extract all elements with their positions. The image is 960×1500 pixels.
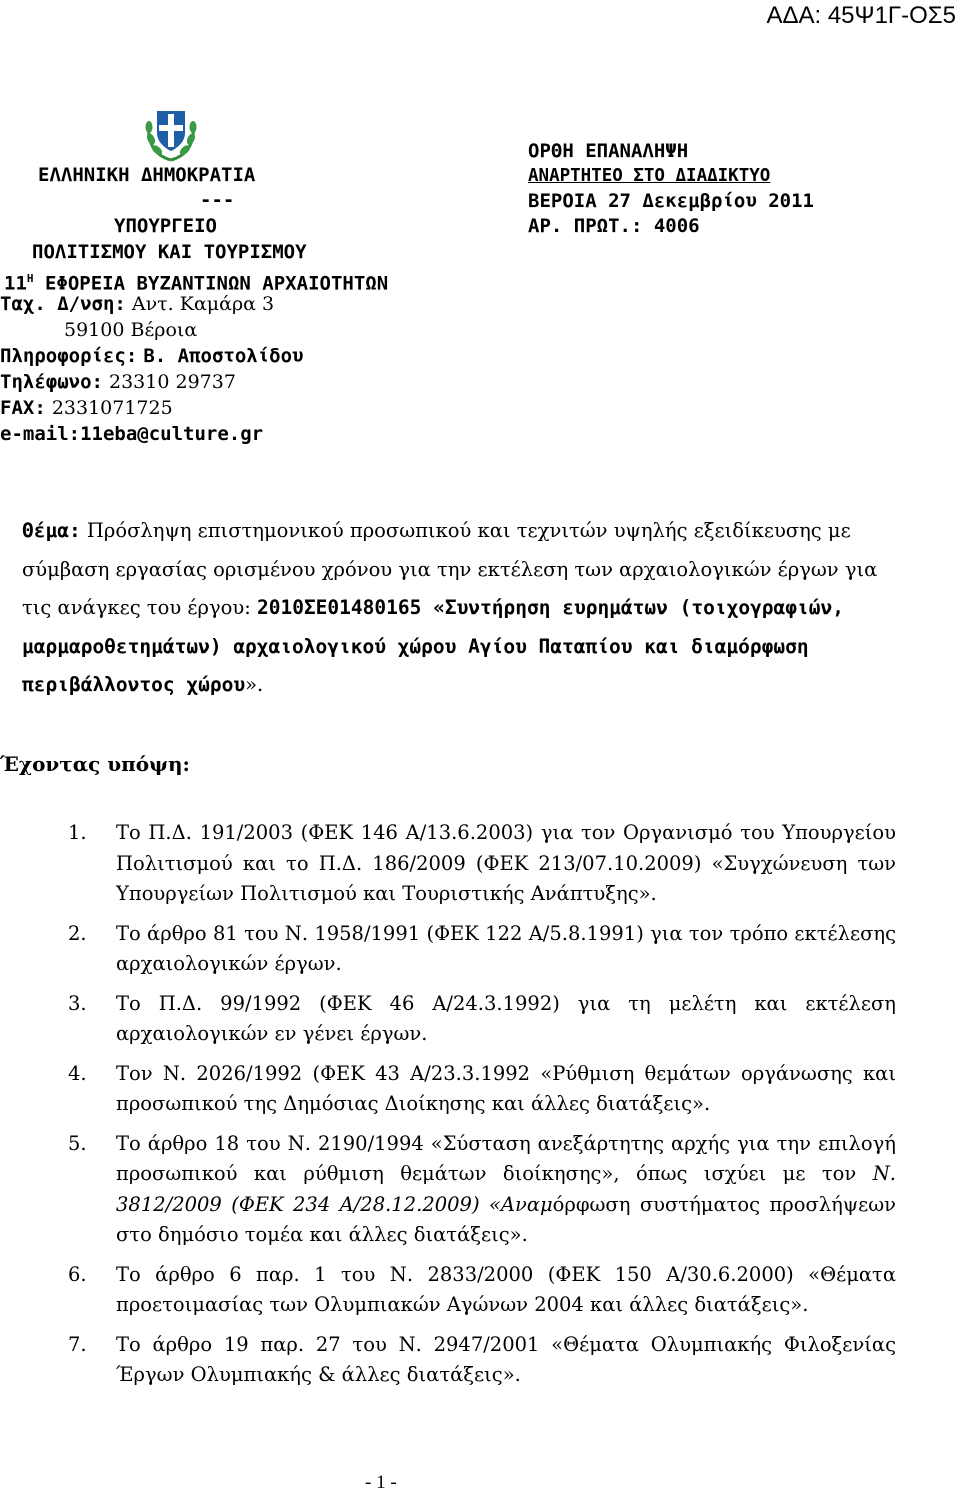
- fax-value: 2331071725: [51, 397, 173, 419]
- protocol-number: ΑΡ. ΠΡΩΤ.: 4006: [528, 215, 700, 237]
- list-item: [68, 1330, 896, 1391]
- item-text: Το άρθρο 6 παρ. 1 του Ν. 2833/2000 (ΦΕΚ 150 Α/30.6.2000) «Θέματα προετοιμασίας των Ολυμπιακών Αγώνων 2004 και άλλες διατάξεις».: [116, 1262, 896, 1316]
- item-text-part: όρφωση συστήματος προσλήψεων στο δημόσιο τομέα και άλλες διατάξεις».: [116, 1192, 896, 1246]
- item-text: Τον Ν. 2026/1992 (ΦΕΚ 43 Α/23.3.1992 «Ρύθμιση θεμάτων οργάνωσης και προσωπικού της Δημόσιας Διοίκησης και άλλες διατάξεις».: [116, 1061, 896, 1115]
- item-text: [116, 1129, 896, 1251]
- considerations-list: [68, 818, 896, 1400]
- fax-label: FAX:: [0, 397, 46, 419]
- list-item: [68, 989, 896, 1050]
- item-number: 2.: [68, 921, 87, 945]
- email: e-mail:11eba@culture.gr: [0, 423, 264, 445]
- postcode: 59100 Βέροια: [64, 319, 198, 341]
- phone: [0, 370, 236, 396]
- item-number: 6.: [68, 1262, 87, 1286]
- phone-label: Τηλέφωνο:: [0, 371, 103, 393]
- item-number: 3.: [68, 991, 87, 1015]
- item-text: Το άρθρο 81 του Ν. 1958/1991 (ΦΕΚ 122 Α/5.8.1991) για τον τρόπο εκτέλεσης αρχαιολογικών έργων.: [116, 921, 896, 975]
- address-value: Αντ. Καμάρα 3: [131, 293, 275, 315]
- ministry-line1: ΥΠΟΥΡΓΕΙΟ: [114, 215, 217, 237]
- info: [0, 344, 303, 370]
- list-item: [68, 1260, 896, 1321]
- item-number: 1.: [68, 821, 87, 844]
- item-number: 4.: [68, 1061, 87, 1085]
- address: [0, 292, 274, 318]
- ephorate-number: 11: [4, 272, 27, 295]
- ephorate-sup: Η: [26, 272, 34, 285]
- item-text-italic: Ν. 3812/2009 (ΦΕΚ 234 Α/28.12.2009) «Αναμ: [116, 1162, 896, 1216]
- fax: [0, 396, 173, 422]
- ephorate-name: ΕΦΟΡΕΙΑ ΒΥΖΑΝΤΙΝΩΝ ΑΡΧΑΙΟΤΗΤΩΝ: [44, 272, 389, 295]
- item-text: Το άρθρο 19 παρ. 27 του Ν. 2947/2001 «Θέματα Ολυμπιακής Φιλοξενίας Έργων Ολυμπιακής & άλλες διατάξεις».: [116, 1332, 896, 1386]
- item-number: 5.: [68, 1131, 87, 1155]
- item-text-part: Το άρθρο 18 του Ν. 2190/1994 «Σύσταση ανεξάρτητης αρχής για την επιλογή προσωπικού και ρύθμιση θεμάτων διοίκησης», όπως ισχύει με τον: [116, 1131, 896, 1185]
- status-publish-online: ΑΝΑΡΤΗΤΕΟ ΣΤΟ ΔΙΑΔΙΚΤΥΟ: [528, 166, 771, 186]
- info-value: Β. Αποστολίδου: [143, 345, 304, 367]
- info-label: Πληροφορίες:: [0, 345, 138, 367]
- subject-label: Θέμα:: [22, 519, 81, 542]
- considering-heading: Έχοντας υπόψη:: [0, 752, 190, 776]
- document-status: [528, 139, 814, 239]
- status-reissue: ΟΡΘΗ ΕΠΑΝΑΛΗΨΗ: [528, 140, 689, 162]
- phone-value: 23310 29737: [109, 371, 236, 393]
- greek-emblem-icon: [143, 105, 199, 163]
- item-number: 7.: [68, 1332, 87, 1356]
- place-date: ΒΕΡΟΙΑ 27 Δεκεμβρίου 2011: [528, 190, 814, 212]
- ada-code: ΑΔΑ: 45Ψ1Γ-ΟΣ5: [766, 2, 956, 29]
- list-item: [68, 1129, 896, 1251]
- subject-paragraph: [22, 512, 896, 705]
- separator: ---: [200, 189, 235, 211]
- subject-end: ».: [245, 673, 264, 696]
- page-number: - 1 -: [365, 1472, 397, 1493]
- item-text: Το Π.Δ. 99/1992 (ΦΕΚ 46 Α/24.3.1992) για τη μελέτη και εκτέλεση αρχαιολογικών εν γένει έργων.: [116, 991, 896, 1045]
- list-item: [68, 818, 896, 910]
- country-name: ΕΛΛΗΝΙΚΗ ΔΗΜΟΚΡΑΤΙΑ: [38, 164, 256, 186]
- address-label: Ταχ. Δ/νση:: [0, 293, 126, 315]
- list-item: [68, 1059, 896, 1120]
- item-text: Το Π.Δ. 191/2003 (ΦΕΚ 146 Α/13.6.2003) για τον Οργανισμό του Υπουργείου Πολιτισμού και το Π.Δ. 186/2009 (ΦΕΚ 213/07.10.2009) «Συγχώνευση των Υπουργείων Πολιτισμού και Τουριστικής Ανάπτυξης».: [116, 821, 896, 905]
- ministry-line2: ΠΟΛΙΤΙΣΜΟΥ ΚΑΙ ΤΟΥΡΙΣΜΟΥ: [32, 241, 307, 263]
- subject-text: Πρόσληψη επιστημονικού προσωπικού και τεχνιτών υψηλής εξειδίκευσης με σύμβαση εργασίας ορισμένου χρόνου για την εκτέλεση των αρχαιολογικών έργων για τις ανάγκες του έργου:: [22, 519, 878, 619]
- list-item: [68, 919, 896, 980]
- subject-project: 2010ΣΕ01480165 «Συντήρηση ευρημάτων (τοιχογραφιών, μαρμαροθετημάτων) αρχαιολογικού χώρου Αγίου Παταπίου και διαμόρφωση περιβάλλοντος χώρου: [22, 596, 844, 696]
